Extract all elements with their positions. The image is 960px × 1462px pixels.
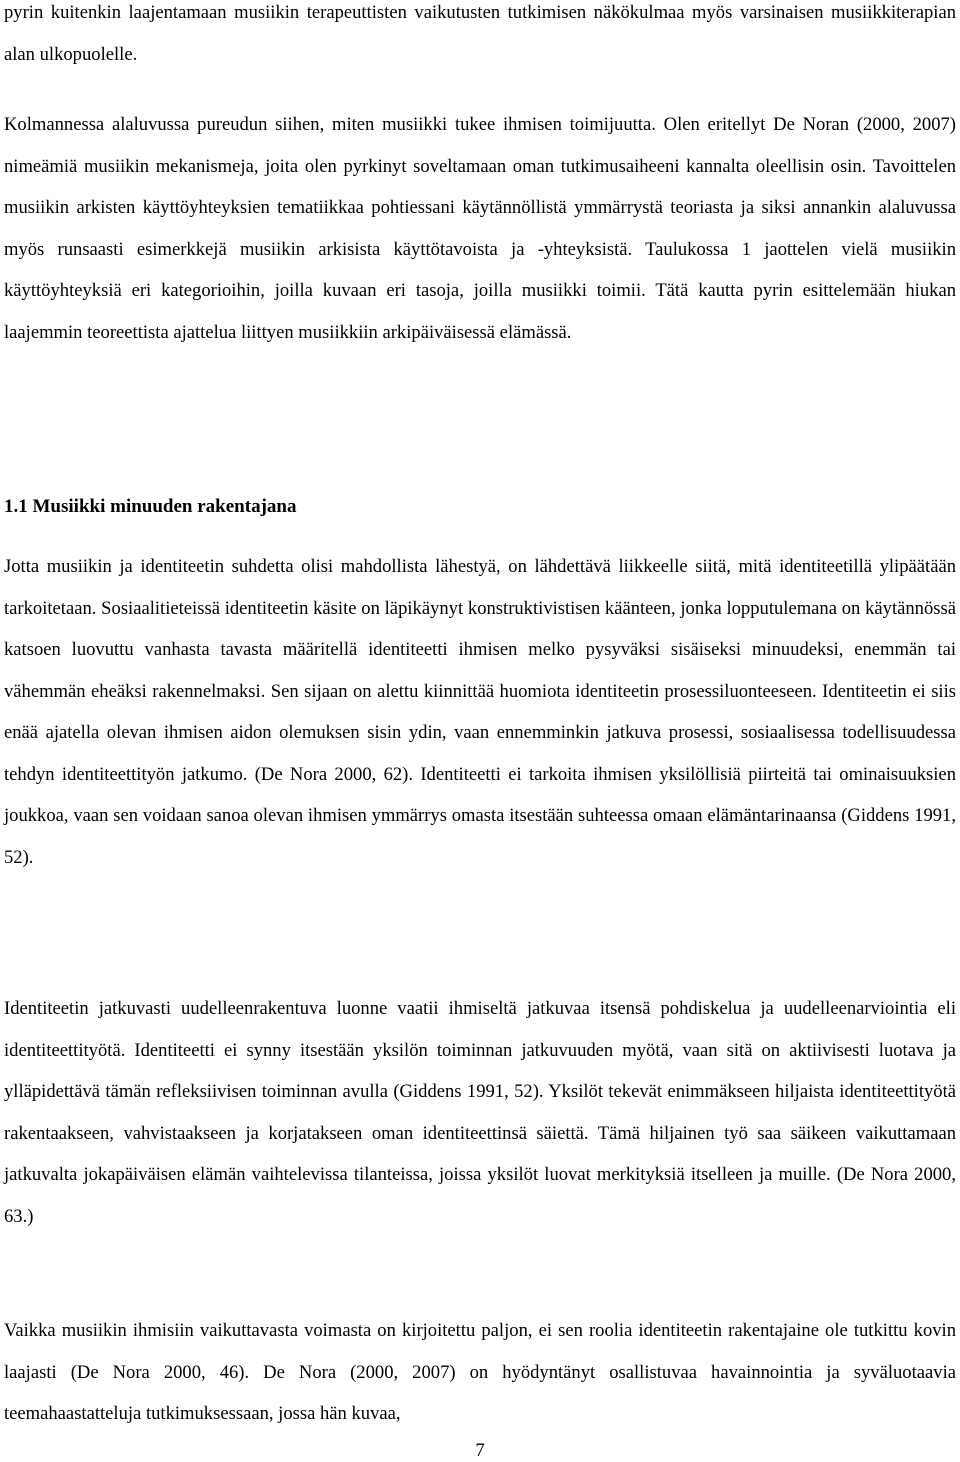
paragraph-music-identity: Vaikka musiikin ihmisiin vaikuttavasta voimasta on kirjoitettu paljon, ei sen roolia identiteetin rakentajaine ole tutkittu kovin laajasti (De Nora 2000, 46). De Nora (2000, 2007) on hyödyntänyt osallistuvaa havainnointia ja syväluotaavia teemahaastatteluja tutkimuksessaan, jossa hän kuvaa, — [4, 1320, 956, 1424]
page-number: 7 — [475, 1440, 485, 1461]
section-heading: 1.1 Musiikki minuuden rakentajana — [4, 496, 297, 517]
paragraph-identity-work: Identiteetin jatkuvasti uudelleenrakentuva luonne vaatii ihmiseltä jatkuvaa itsensä pohdiskelua ja uudelleenarviointia eli identiteettityötä. Identiteetti ei synny itsestään yksilön toiminnan jatkuvuuden myötä, vaan sitä on aktiivisesti luotava ja ylläpidettävä tämän refleksiivisen toiminnan avulla (Giddens 1991, 52). Yksilöt tekevät enimmäkseen hiljaista identiteettityötä rakentaakseen, vahvistaakseen ja korjatakseen oman identiteettinsä säiettä. Tämä hiljainen työ saa säikeen vaikuttamaan jatkuvalta jokapäiväisen elämän vaihtelevissa tilanteissa, joissa yksilöt luovat merkityksiä itselleen ja muille. (De Nora 2000, 63.) — [4, 998, 956, 1227]
paragraph-chapter-overview: Kolmannessa alaluvussa pureudun siihen, miten musiikki tukee ihmisen toimijuutta. Olen eritellyt De Noran (2000, 2007) nimeämiä musiikin mekanismeja, joita olen pyrkinyt soveltamaan oman tutkimusaiheeni kannalta oleellisin osin. Tavoittelen musiikin arkisten käyttöyhteyksien tematiikkaa pohtiessani käytännöllistä ymmärrystä teoriasta ja siksi annankin alaluvussa myös runsaasti esimerkkejä musiikin arkisista käyttötavoista ja -yhteyksistä. Taulukossa 1 jaottelen vielä musiikin käyttöyhteyksiä eri kategorioihin, joilla kuvaan eri tasoja, joilla musiikki toimii. Tätä kautta pyrin esittelemään hiukan laajemmin teoreettista ajattelua liittyen musiikkiin arkipäiväisessä elämässä. — [4, 114, 956, 343]
paragraph-identity-definition: Jotta musiikin ja identiteetin suhdetta olisi mahdollista lähestyä, on lähdettävä liikkeelle siitä, mitä identiteetillä ylipäätään tarkoitetaan. Sosiaalitieteissä identiteetin käsite on läpikäynyt konstruktivistisen käänteen, jonka lopputulemana on käytännössä katsoen luovuttu vanhasta tavasta määritellä identiteetti ihmisen melko pysyväksi sisäiseksi minuudeksi, enemmän tai vähemmän eheäksi rakennelmaksi. Sen sijaan on alettu kiinnittää huomiota identiteetin prosessiluonteeseen. Identiteetin ei siis enää ajatella olevan ihmisen aidon olemuksen sisin ydin, vaan ennemminkin jatkuva prosessi, sosiaalisessa todellisuudessa tehdyn identiteettityön jatkumo. (De Nora 2000, 62). Identiteetti ei tarkoita ihmisen yksilöllisiä piirteitä tai ominaisuuksien joukkoa, vaan sen voidaan sanoa olevan ihmisen ymmärrys omasta itsestään suhteessa omaan elämäntarinaansa (Giddens 1991, 52). — [4, 556, 956, 868]
paragraph-intro-continuation: pyrin kuitenkin laajentamaan musiikin terapeuttisten vaikutusten tutkimisen näkökulmaa myös varsinaisen musiikkiterapian alan ulkopuolelle. — [4, 2, 956, 65]
